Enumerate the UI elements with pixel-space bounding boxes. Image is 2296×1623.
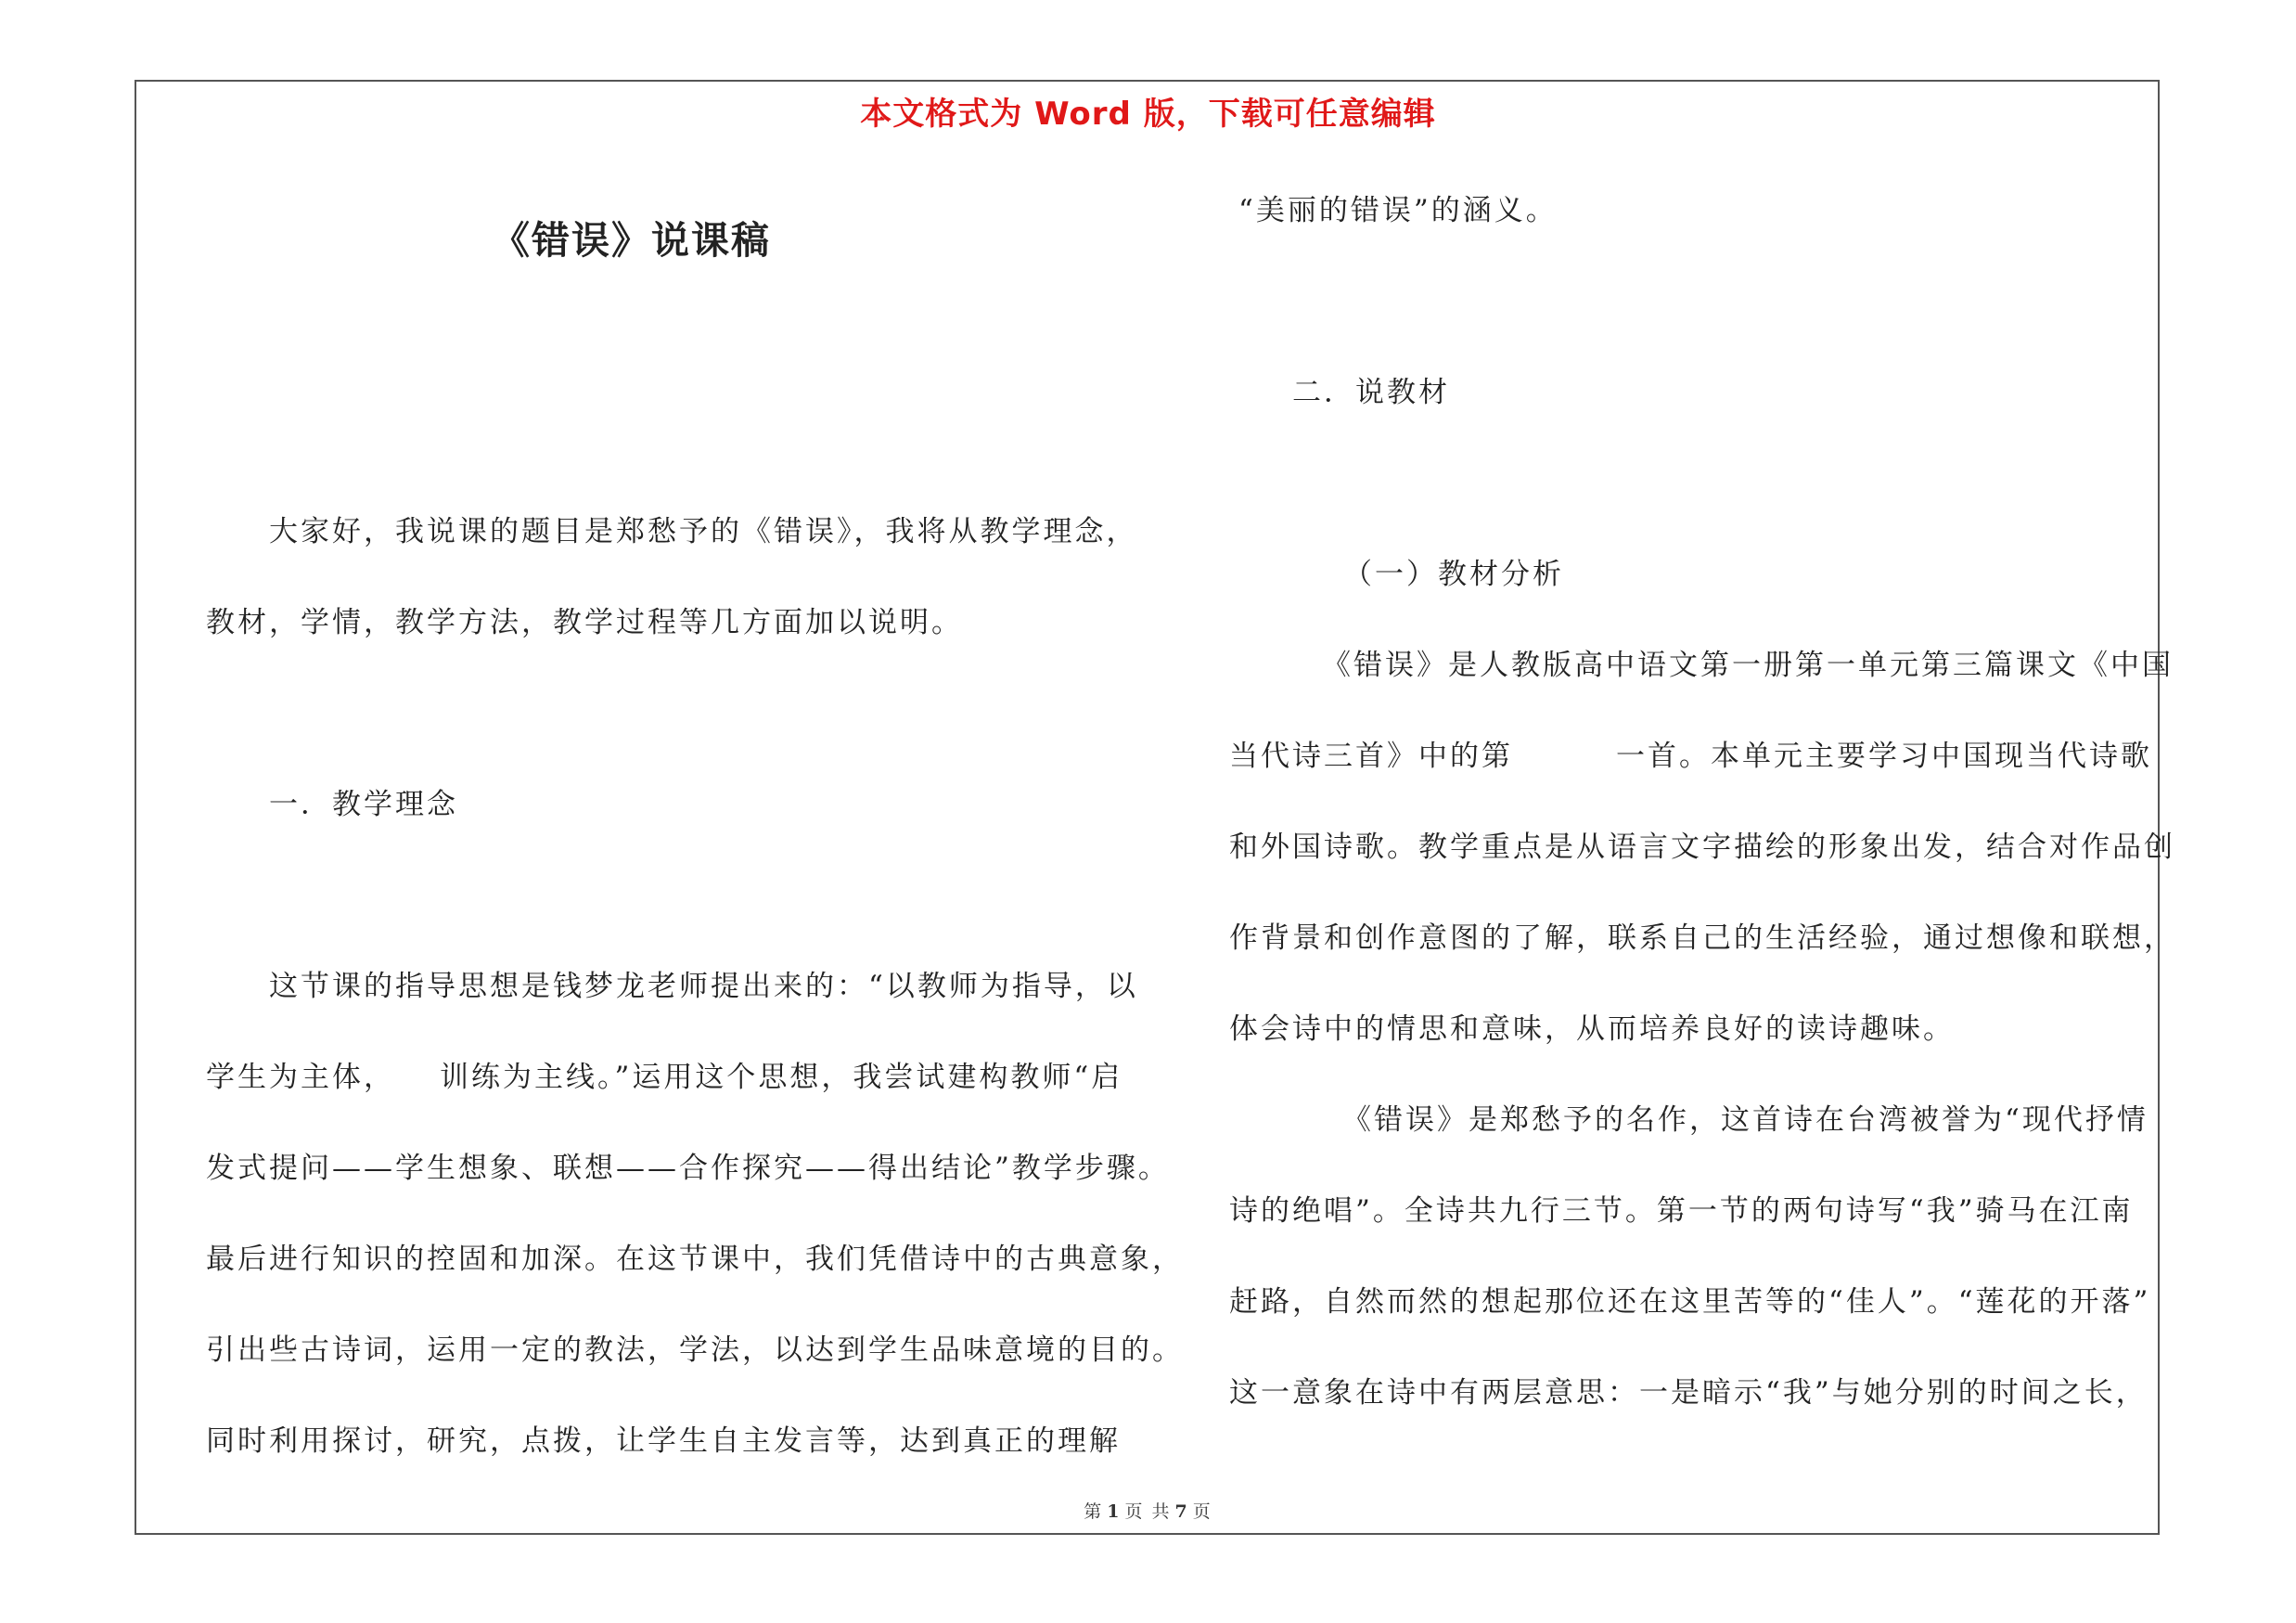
section-heading-teaching-philosophy: 一．教学理念 [269,788,458,821]
paragraph-line: 赶路，自然而然的想起那位还在这里苦等的“佳人”。“莲花的开落” [1229,1285,2151,1319]
paragraph-line: 作背景和创作意图的了解，联系自己的生活经验，通过想像和联想， [1229,921,2175,955]
subsection-heading-textbook-analysis: （一）教材分析 [1343,558,1564,591]
page-counter-suffix: 页 [1192,1501,1212,1522]
paragraph-line: 和外国诗歌。教学重点是从语言文字描绘的形象出发，结合对作品创 [1229,831,2175,864]
page-counter-mid: 页 共 [1124,1501,1172,1522]
document-title: 《错误》说课稿 [492,218,771,263]
paragraph-line: 体会诗中的情思和意味，从而培养良好的读诗趣味。 [1229,1012,1955,1046]
paragraph-line: 一首。本单元主要学习中国现当代诗歌 [1616,740,2152,773]
paragraph-line: 诗的绝唱”。全诗共九行三节。第一节的两句诗写“我”骑马在江南 [1229,1194,2134,1228]
paragraph-line: 最后进行知识的控固和加深。在这节课中，我们凭借诗中的古典意象， [206,1243,1184,1276]
current-page-number: 1 [1107,1501,1122,1522]
section-heading-textbook: 二．说教材 [1292,376,1450,409]
intro-line-2: 教材，学情，教学方法，教学过程等几方面加以说明。 [206,606,963,639]
page-counter [0,1498,2296,1523]
page-counter-prefix: 第 [1084,1501,1104,1522]
paragraph-line: 这一意象在诗中有两层意思：一是暗示“我”与她分别的时间之长， [1229,1376,2148,1410]
intro-line-1: 大家好，我说课的题目是郑愁予的《错误》，我将从教学理念， [269,515,1138,548]
paragraph-line: 这节课的指导思想是钱梦龙老师提出来的：“以教师为指导，以 [269,970,1138,1003]
paragraph-line: 同时利用探讨，研究，点拨，让学生自主发言等，达到真正的理解 [206,1424,1121,1458]
paragraph-line: 当代诗三首》中的第 [1229,740,1513,773]
paragraph-line: 训练为主线。”运用这个思想，我尝试建构教师“启 [440,1061,1123,1094]
paragraph-line: 学生为主体， [206,1061,395,1094]
paragraph-line: 《错误》是人教版高中语文第一册第一单元第三篇课文《中国 [1322,649,2174,682]
format-banner: 本文格式为 Word 版，下载可任意编辑 [860,96,1436,133]
total-page-number: 7 [1174,1501,1189,1522]
continuation-line: “美丽的错误”的涵义。 [1238,194,1558,227]
paragraph-line: 引出些古诗词，运用一定的教法，学法，以达到学生品味意境的目的。 [206,1333,1184,1367]
paragraph-line: 《错误》是郑愁予的名作，这首诗在台湾被誉为“现代抒情 [1342,1103,2148,1137]
paragraph-line: 发式提问——学生想象、联想——合作探究——得出结论”教学步骤。 [206,1152,1170,1185]
